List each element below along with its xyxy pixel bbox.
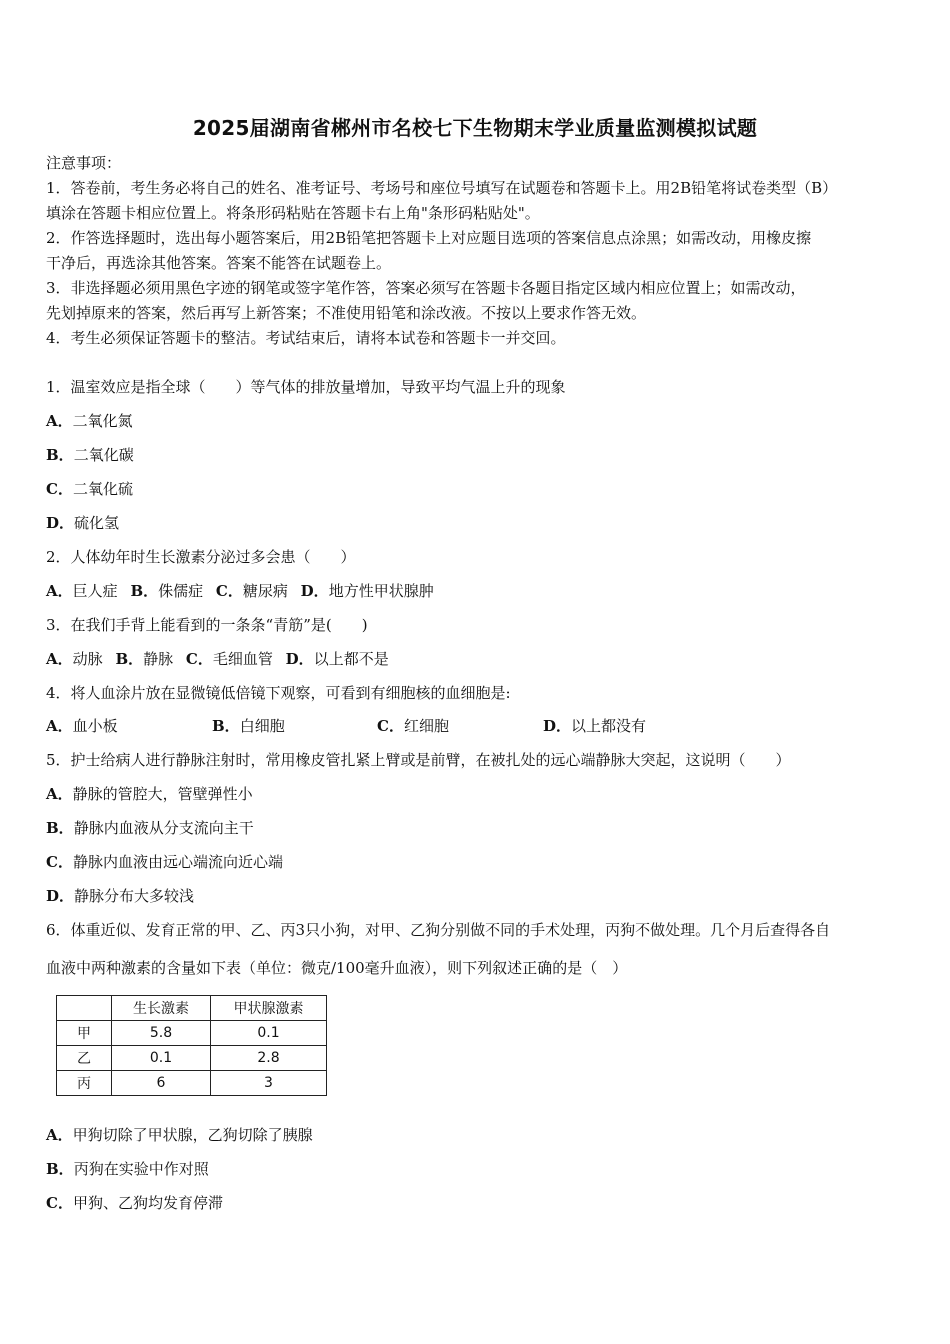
table-cell: 6	[112, 1071, 211, 1096]
option-text: 以上都不是	[313, 650, 389, 668]
option-text: 血小板	[72, 717, 118, 735]
option-label: C．	[46, 853, 73, 871]
option-label: B．	[115, 650, 144, 668]
notice-line: 干净后，再选涂其他答案。答案不能答在试题卷上。	[46, 254, 392, 272]
q6-option-c	[46, 1192, 223, 1213]
option-text: 糖尿病	[242, 582, 288, 600]
option-label: C．	[377, 717, 404, 735]
q2-options	[46, 580, 434, 601]
q4-option-a	[46, 715, 118, 736]
option-label: B．	[130, 582, 159, 600]
q6-option-a	[46, 1124, 313, 1145]
option-text: 静脉内血液由远心端流向近心端	[72, 853, 283, 871]
option-text: 动脉	[72, 650, 103, 668]
option-text: 白细胞	[239, 717, 285, 735]
option-label: A．	[46, 582, 73, 600]
q3-options	[46, 648, 389, 669]
q4-option-d	[543, 715, 646, 736]
option-label: C．	[215, 582, 243, 600]
option-text: 红细胞	[403, 717, 449, 735]
notice-line: 4．考生必须保证答题卡的整洁。考试结束后，请将本试卷和答题卡一并交回。	[46, 329, 566, 347]
q5-option-b	[46, 817, 254, 838]
option-text: 静脉分布大多较浅	[74, 887, 195, 905]
table-cell: 0.1	[112, 1046, 211, 1071]
notice-line: 1．答卷前，考生务必将自己的姓名、准考证号、考场号和座位号填写在试题卷和答题卡上。用2B铅笔将试卷类型（B）	[46, 179, 838, 197]
q5-option-d	[46, 885, 194, 906]
option-label: D．	[46, 514, 75, 532]
option-text: 二氧化氮	[72, 412, 133, 430]
table-header-cell	[57, 996, 112, 1021]
q1-option-d	[46, 512, 119, 533]
table-header-cell: 甲状腺激素	[211, 996, 327, 1021]
option-text: 地方性甲状腺肿	[328, 582, 434, 600]
option-label: A．	[46, 1126, 73, 1144]
option-label: D．	[285, 650, 314, 668]
option-label: A．	[46, 650, 73, 668]
table-header-cell: 生长激素	[112, 996, 211, 1021]
q1-option-a	[46, 410, 133, 431]
q1-option-c	[46, 478, 133, 499]
option-label: D．	[46, 887, 75, 905]
notice-line: 3．非选择题必须用黑色字迹的钢笔或签字笔作答，答案必须写在答题卡各题目指定区域内相应位置上；如需改动，	[46, 279, 806, 297]
option-label: B．	[212, 717, 240, 735]
table-cell: 2.8	[211, 1046, 327, 1071]
notice-line: 2．作答选择题时，选出每小题答案后，用2B铅笔把答题卡上对应题目选项的答案信息点涂黑；如需改动，用橡皮擦	[46, 229, 812, 247]
question-1-stem: 1．温室效应是指全球（ ）等气体的排放量增加，导致平均气温上升的现象	[46, 378, 566, 396]
page-title: 2025届湖南省郴州市名校七下生物期末学业质量监测模拟试题	[192, 116, 758, 140]
question-4-stem: 4．将人血涂片放在显微镜低倍镜下观察，可看到有细胞核的血细胞是:	[46, 684, 511, 702]
q6-option-b	[46, 1158, 209, 1179]
option-text: 丙狗在实验中作对照	[73, 1160, 209, 1178]
option-label: C．	[46, 480, 73, 498]
q4-option-c	[377, 715, 449, 736]
question-5-stem: 5．护士给病人进行静脉注射时，常用橡皮管扎紧上臂或是前臂，在被扎处的远心端静脉大突起，这说明（ ）	[46, 751, 791, 769]
table-cell: 甲	[57, 1021, 112, 1046]
option-label: C．	[185, 650, 213, 668]
table-row	[57, 1046, 327, 1071]
hormone-table	[56, 995, 327, 1096]
option-label: D．	[543, 717, 572, 735]
table-header-row	[57, 996, 327, 1021]
option-text: 巨人症	[72, 582, 118, 600]
option-label: C．	[46, 1194, 73, 1212]
option-text: 侏儒症	[158, 582, 204, 600]
option-label: B．	[46, 819, 74, 837]
option-label: A．	[46, 717, 73, 735]
question-6-stem: 6．体重近似、发育正常的甲、乙、丙3只小狗，对甲、乙狗分别做不同的手术处理，丙狗不做处理。几个月后查得各自	[46, 921, 831, 939]
table-cell: 3	[211, 1071, 327, 1096]
option-text: 毛细血管	[212, 650, 273, 668]
table-cell: 5.8	[112, 1021, 211, 1046]
option-text: 以上都没有	[571, 717, 647, 735]
table-cell: 乙	[57, 1046, 112, 1071]
option-label: B．	[46, 1160, 74, 1178]
option-label: A．	[46, 785, 73, 803]
question-3-stem: 3．在我们手背上能看到的一条条“青筋”是( )	[46, 616, 368, 634]
q5-option-a	[46, 783, 253, 804]
q4-option-b	[212, 715, 285, 736]
option-label: D．	[300, 582, 329, 600]
option-text: 甲狗切除了甲状腺，乙狗切除了胰腺	[72, 1126, 313, 1144]
table-row	[57, 1021, 327, 1046]
table-row	[57, 1071, 327, 1096]
option-text: 静脉的管腔大，管壁弹性小	[72, 785, 253, 803]
notice-line: 先划掉原来的答案，然后再写上新答案；不准使用铅笔和涂改液。不按以上要求作答无效。	[46, 304, 647, 322]
option-label: B．	[46, 446, 74, 464]
option-text: 甲狗、乙狗均发育停滞	[72, 1194, 223, 1212]
table-cell: 0.1	[211, 1021, 327, 1046]
q1-option-b	[46, 444, 134, 465]
notice-heading: 注意事项：	[46, 154, 122, 172]
option-text: 二氧化碳	[73, 446, 134, 464]
option-label: A．	[46, 412, 73, 430]
table-cell: 丙	[57, 1071, 112, 1096]
option-text: 静脉内血液从分支流向主干	[73, 819, 254, 837]
option-text: 静脉	[143, 650, 174, 668]
question-6-stem-continued: 血液中两种激素的含量如下表（单位：微克/100毫升血液），则下列叙述正确的是（ ）	[46, 959, 628, 977]
option-text: 二氧化硫	[72, 480, 133, 498]
question-2-stem: 2．人体幼年时生长激素分泌过多会患（ ）	[46, 548, 356, 566]
q5-option-c	[46, 851, 283, 872]
notice-line: 填涂在答题卡相应位置上。将条形码粘贴在答题卡右上角"条形码粘贴处"。	[46, 204, 540, 222]
option-text: 硫化氢	[74, 514, 120, 532]
